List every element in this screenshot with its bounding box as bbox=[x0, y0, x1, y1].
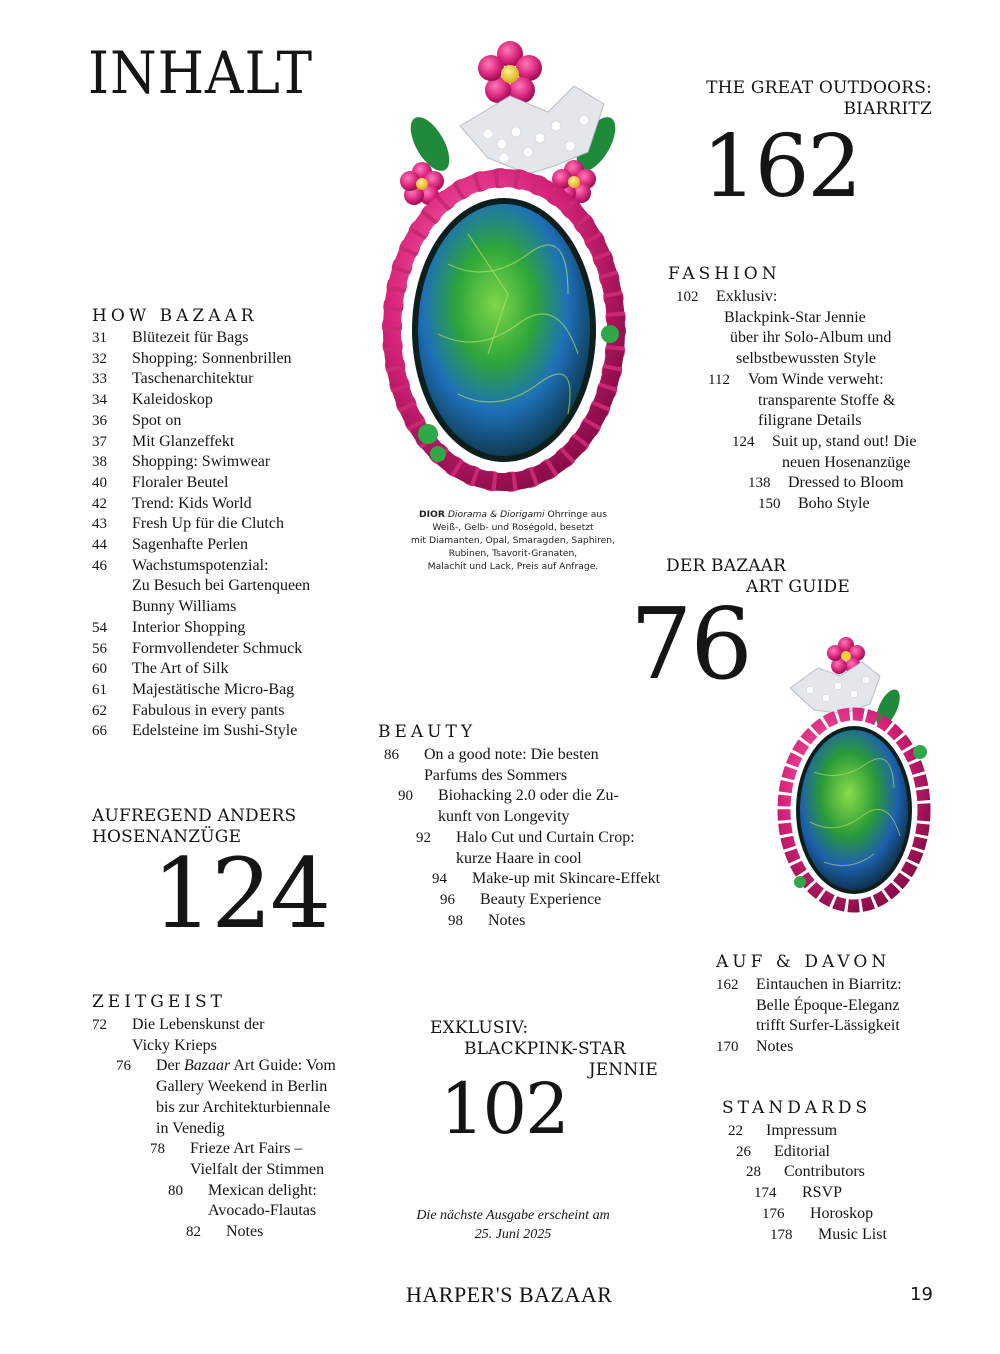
feature-number-76: 76 bbox=[630, 588, 751, 702]
page-number: 96 bbox=[440, 891, 455, 908]
feature-line: ART GUIDE bbox=[746, 577, 850, 597]
list-item[interactable] bbox=[92, 494, 392, 515]
entry-title: Exklusiv: bbox=[716, 288, 778, 305]
entry-title: Eintauchen in Biarritz: bbox=[756, 976, 902, 993]
section-heading-how-bazaar: HOW BAZAAR bbox=[92, 306, 258, 326]
entry-title: Make-up mit Skincare-Effekt bbox=[472, 870, 661, 888]
photo-caption bbox=[386, 508, 640, 573]
list-item[interactable] bbox=[384, 911, 694, 932]
feature-line: EXKLUSIV: bbox=[430, 1018, 529, 1038]
page-number: 44 bbox=[92, 537, 107, 554]
entry-title: Mexican delight: bbox=[208, 1181, 317, 1199]
list-item[interactable] bbox=[92, 1015, 422, 1056]
earring-photo-large bbox=[378, 34, 648, 504]
feature-number-124: 124 bbox=[152, 838, 330, 950]
page-number: 124 bbox=[732, 433, 755, 450]
page-number: 150 bbox=[758, 496, 781, 513]
feature-line: BIARRITZ bbox=[843, 99, 932, 119]
list-item[interactable] bbox=[676, 432, 976, 473]
entry-title: Notes bbox=[756, 1038, 794, 1056]
list-item[interactable] bbox=[716, 1037, 986, 1058]
section-heading-beauty: BEAUTY bbox=[378, 722, 477, 742]
feature-line: THE GREAT OUTDOORS: bbox=[706, 78, 932, 98]
list-item[interactable] bbox=[92, 618, 392, 639]
feature-line: AUFREGEND ANDERS bbox=[92, 806, 297, 826]
entry-title-cont: Zu Besuch bei Gartenqueen bbox=[132, 577, 311, 595]
list-item[interactable] bbox=[384, 869, 694, 890]
entry-title-cont: Blackpink-Star Jennie bbox=[724, 308, 866, 326]
page-number: 162 bbox=[716, 977, 739, 993]
how-bazaar-list bbox=[92, 328, 392, 742]
entry-title-cont: kurze Haare in cool bbox=[456, 849, 582, 867]
entry-title-cont: Avocado-Flautas bbox=[208, 1202, 317, 1220]
page-number: 40 bbox=[92, 474, 107, 491]
entry-title: Notes bbox=[226, 1223, 264, 1241]
page-number: 94 bbox=[432, 871, 447, 888]
caption-text: Ohrringe aus bbox=[544, 509, 608, 520]
note-line: 25. Juni 2025 bbox=[474, 1227, 552, 1242]
entry-title-cont: neuen Hosenanzüge bbox=[782, 453, 911, 471]
feature-heading-biarritz bbox=[640, 78, 932, 120]
entry-title: Dressed to Bloom bbox=[788, 474, 904, 492]
page-number-footer: 19 bbox=[910, 1284, 933, 1305]
list-item[interactable] bbox=[92, 721, 392, 742]
page-number: 28 bbox=[746, 1164, 761, 1181]
list-item[interactable] bbox=[92, 659, 392, 680]
feature-number-102: 102 bbox=[440, 1068, 568, 1150]
entry-text: Art Guide: Vom bbox=[230, 1057, 336, 1075]
entry-title: Editorial bbox=[774, 1142, 830, 1160]
earring-small-graphic bbox=[770, 632, 946, 922]
list-item[interactable] bbox=[92, 535, 392, 556]
entry-title-cont: Belle Époque-Eleganz bbox=[756, 996, 900, 1014]
list-item[interactable] bbox=[92, 369, 392, 390]
page-number: 78 bbox=[150, 1141, 165, 1158]
list-item[interactable] bbox=[92, 473, 392, 494]
list-item[interactable] bbox=[92, 349, 392, 370]
caption-line bbox=[386, 508, 640, 521]
page-number: 37 bbox=[92, 433, 107, 450]
page-number: 38 bbox=[92, 454, 107, 471]
note-line: Die nächste Ausgabe erscheint am bbox=[416, 1208, 610, 1223]
entry-title-cont: Vielfalt der Stimmen bbox=[190, 1160, 325, 1178]
entry-title: Halo Cut und Curtain Crop: bbox=[456, 828, 635, 846]
list-item[interactable] bbox=[728, 1162, 988, 1183]
entry-title: Mit Glanzeffekt bbox=[132, 432, 235, 450]
list-item[interactable] bbox=[384, 745, 694, 786]
page-number: 76 bbox=[116, 1058, 131, 1075]
list-item[interactable] bbox=[92, 328, 392, 349]
page-number: 170 bbox=[716, 1039, 739, 1056]
page-number: 82 bbox=[186, 1224, 201, 1241]
entry-title: Edelsteine im Sushi-Style bbox=[132, 722, 298, 740]
footer-brand: HARPER'S BAZAAR bbox=[406, 1282, 613, 1307]
list-item[interactable] bbox=[728, 1225, 988, 1246]
section-heading-fashion: FASHION bbox=[668, 264, 781, 284]
feature-number-162: 162 bbox=[702, 117, 861, 217]
section-heading-zeitgeist: ZEITGEIST bbox=[92, 992, 226, 1012]
entry-title-cont: Gallery Weekend in Berlin bbox=[156, 1078, 328, 1096]
entry-title-cont: selbstbewussten Style bbox=[736, 350, 876, 368]
page-number: 92 bbox=[416, 829, 431, 846]
page-number: 22 bbox=[728, 1123, 743, 1139]
caption-line: Weiß-, Gelb- und Roségold, besetzt bbox=[432, 522, 594, 533]
list-item[interactable] bbox=[384, 828, 694, 869]
list-item[interactable] bbox=[384, 786, 694, 827]
entry-title bbox=[156, 1056, 336, 1077]
beauty-list bbox=[384, 745, 694, 931]
page-number: 43 bbox=[92, 516, 107, 533]
list-item[interactable] bbox=[92, 1056, 422, 1139]
entry-title: Notes bbox=[488, 911, 526, 929]
entry-title-cont: filigrane Details bbox=[758, 412, 862, 430]
entry-title: Impressum bbox=[766, 1122, 838, 1139]
list-item[interactable] bbox=[728, 1142, 988, 1163]
entry-title: Wachstumspotenzial: bbox=[132, 556, 269, 574]
entry-title-cont: Parfums des Sommers bbox=[424, 766, 568, 784]
page-number: 138 bbox=[748, 475, 771, 492]
entry-title: Spot on bbox=[132, 411, 182, 429]
page-number: 62 bbox=[92, 702, 107, 719]
standards-list bbox=[728, 1121, 988, 1245]
list-item[interactable] bbox=[92, 452, 392, 473]
page-number: 60 bbox=[92, 661, 107, 678]
page-number: 46 bbox=[92, 557, 107, 574]
next-issue-note bbox=[400, 1206, 626, 1244]
entry-title: Majestätische Micro-Bag bbox=[132, 680, 295, 698]
feature-line: HOSENANZÜGE bbox=[92, 827, 242, 847]
page-number: 72 bbox=[92, 1017, 107, 1033]
page-number: 102 bbox=[676, 289, 699, 305]
list-item[interactable] bbox=[92, 1181, 422, 1222]
entry-title: The Art of Silk bbox=[132, 660, 229, 678]
earring-large-graphic bbox=[378, 34, 648, 504]
entry-title: Fresh Up für die Clutch bbox=[132, 515, 284, 533]
entry-title: Taschenarchitektur bbox=[132, 370, 254, 388]
page-number: 176 bbox=[762, 1205, 785, 1222]
list-item[interactable] bbox=[676, 494, 976, 515]
entry-title-cont: kunft von Longevity bbox=[438, 808, 570, 826]
entry-title-cont: bis zur Architekturbiennale bbox=[156, 1098, 331, 1116]
feature-line: DER BAZAAR bbox=[666, 556, 787, 576]
list-item[interactable] bbox=[384, 890, 694, 911]
list-item[interactable] bbox=[92, 1222, 422, 1243]
entry-title: Beauty Experience bbox=[480, 890, 602, 908]
entry-title: Biohacking 2.0 oder die Zu- bbox=[438, 787, 619, 805]
page-number: 61 bbox=[92, 681, 107, 698]
page-number: 80 bbox=[168, 1182, 183, 1199]
feature-line: JENNIE bbox=[588, 1060, 658, 1080]
entry-title: Suit up, stand out! Die bbox=[772, 432, 917, 450]
entry-title: Vom Winde verweht: bbox=[748, 370, 884, 388]
section-heading-standards: STANDARDS bbox=[722, 1098, 872, 1118]
caption-product: Diorama & Diorigami bbox=[447, 509, 545, 520]
entry-title: Sagenhafte Perlen bbox=[132, 536, 248, 554]
entry-title-cont: Bunny Williams bbox=[132, 598, 237, 616]
entry-title: Contributors bbox=[784, 1163, 865, 1181]
list-item[interactable] bbox=[92, 680, 392, 701]
entry-title-cont: trifft Surfer-Lässigkeit bbox=[756, 1017, 900, 1035]
zeitgeist-list bbox=[92, 1015, 422, 1243]
page-number: 42 bbox=[92, 495, 107, 512]
entry-title: Blütezeit für Bags bbox=[132, 329, 249, 346]
feature-line: BLACKPINK-STAR bbox=[464, 1039, 626, 1059]
caption-line: Rubinen, Tsavorit-Granaten, bbox=[448, 548, 578, 559]
entry-title: Floraler Beutel bbox=[132, 473, 229, 491]
list-item[interactable] bbox=[676, 370, 976, 432]
page-number: 98 bbox=[448, 912, 463, 929]
page-number: 178 bbox=[770, 1226, 793, 1243]
entry-title: Die Lebenskunst der bbox=[132, 1016, 265, 1033]
page-number: 34 bbox=[92, 392, 107, 409]
entry-title: Trend: Kids World bbox=[132, 494, 252, 512]
page-number: 31 bbox=[92, 330, 107, 346]
list-item[interactable] bbox=[92, 1139, 422, 1180]
entry-title: Horoskop bbox=[810, 1204, 874, 1222]
section-heading-auf-davon: AUF & DAVON bbox=[716, 952, 891, 972]
entry-title: Kaleidoskop bbox=[132, 391, 213, 409]
entry-title-cont: in Venedig bbox=[156, 1119, 225, 1137]
entry-title: Formvollendeter Schmuck bbox=[132, 639, 303, 657]
entry-text: Der bbox=[156, 1057, 184, 1075]
page-number: 32 bbox=[92, 350, 107, 367]
caption-line: mit Diamanten, Opal, Smaragden, Saphiren, bbox=[410, 535, 616, 546]
entry-title: Shopping: Swimwear bbox=[132, 453, 271, 471]
list-item[interactable] bbox=[92, 432, 392, 453]
entry-title: Fabulous in every pants bbox=[132, 701, 285, 719]
list-item[interactable] bbox=[728, 1204, 988, 1225]
fashion-list bbox=[676, 287, 976, 515]
entry-title: Frieze Art Fairs – bbox=[190, 1140, 303, 1158]
entry-title: Boho Style bbox=[798, 495, 870, 513]
list-item[interactable] bbox=[676, 473, 976, 494]
page-number: 86 bbox=[384, 747, 399, 763]
entry-title: Interior Shopping bbox=[132, 618, 246, 636]
entry-title: Music List bbox=[818, 1225, 887, 1243]
page-number: 54 bbox=[92, 619, 107, 636]
auf-davon-list bbox=[716, 975, 986, 1058]
caption-brand: DIOR bbox=[418, 509, 445, 520]
page-number: 112 bbox=[708, 371, 730, 388]
list-item[interactable] bbox=[728, 1121, 988, 1142]
entry-text-italic: Bazaar bbox=[183, 1057, 231, 1075]
list-item[interactable] bbox=[92, 639, 392, 660]
page-title: INHALT bbox=[88, 39, 314, 107]
earring-photo-small bbox=[770, 632, 946, 922]
entry-title: On a good note: Die besten bbox=[424, 746, 599, 763]
list-item[interactable] bbox=[92, 556, 392, 618]
page-number: 174 bbox=[754, 1185, 777, 1202]
list-item[interactable] bbox=[728, 1183, 988, 1204]
page-number: 66 bbox=[92, 723, 107, 740]
caption-line: Malachit und Lack, Preis auf Anfrage. bbox=[427, 561, 599, 572]
entry-title-cont: über ihr Solo-Album und bbox=[730, 329, 892, 347]
list-item[interactable] bbox=[92, 411, 392, 432]
list-item[interactable] bbox=[92, 701, 392, 722]
page-number: 26 bbox=[736, 1143, 751, 1160]
list-item[interactable] bbox=[716, 975, 986, 1037]
page-number: 33 bbox=[92, 371, 107, 388]
page-number: 90 bbox=[398, 788, 413, 805]
entry-title-cont: transparente Stoffe & bbox=[758, 391, 896, 409]
list-item[interactable] bbox=[92, 390, 392, 411]
page-number: 56 bbox=[92, 640, 107, 657]
entry-title: RSVP bbox=[802, 1184, 843, 1202]
entry-title: Shopping: Sonnenbrillen bbox=[132, 349, 292, 367]
list-item[interactable] bbox=[92, 514, 392, 535]
page-number: 36 bbox=[92, 412, 107, 429]
list-item[interactable] bbox=[676, 287, 976, 370]
entry-title-cont: Vicky Krieps bbox=[132, 1036, 217, 1054]
